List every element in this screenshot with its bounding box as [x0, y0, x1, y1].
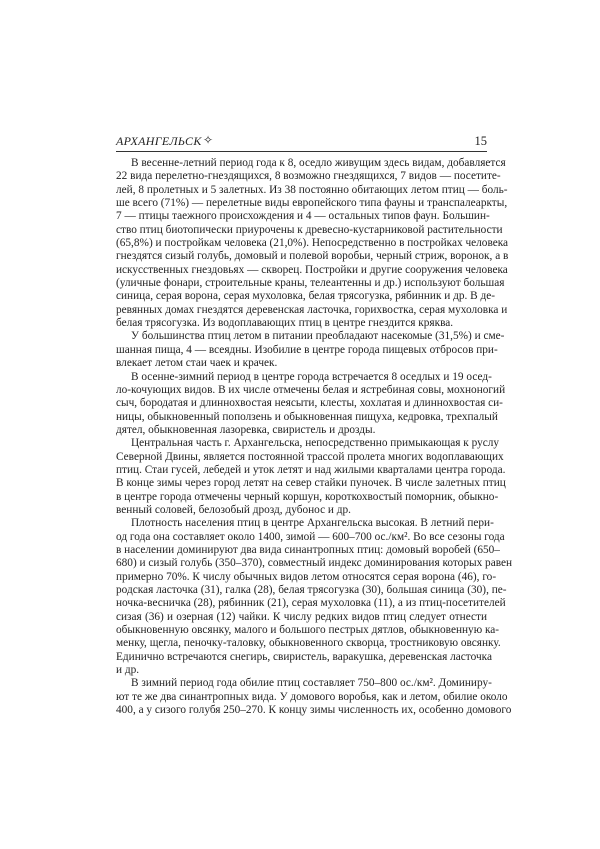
paragraph [116, 437, 506, 517]
paragraph [116, 330, 505, 370]
text-line: влекает летом стаи чаек и крачек. [116, 357, 278, 370]
text-line: птиц. Стаи гусей, лебедей и уток летят и над жилыми кварталами центра города. [116, 463, 506, 476]
text-line: ше всего (71%) — перелетные виды европейского типа фауны и транспалеаркты, [116, 197, 508, 210]
text-line: в центре города отмечены черный коршун, короткохвостый поморник, обыкно- [116, 490, 499, 503]
text-line: шанная пища, 4 — всеядны. Изобилие в центре города пищевых отбросов при- [116, 343, 498, 356]
text-line: (65,8%) и постройкам человека (21,0%). Непосредственно в постройках человека [116, 237, 509, 250]
text-line: ревянных домах гнездятся деревенская ласточка, горихвостка, серая мухоловка и [116, 303, 508, 316]
paragraph [116, 157, 509, 330]
text-line: ницы, обыкновенный поползень и обыкновенная пищуха, кедровка, трехпалый [116, 410, 498, 423]
text-line: примерно 70%. К числу обычных видов летом относятся серая ворона (46), го- [116, 570, 497, 583]
text-line: и др. [116, 664, 140, 677]
text-line: Единично встречаются снегирь, свиристель, варакушка, деревенская ласточка [116, 650, 492, 663]
text-line: (уличные фонари, строительные краны, телеантенны и др.) используют большая [116, 277, 505, 290]
text-line: В конце зимы через город летят на север стайки пуночек. В числе залетных птиц [116, 477, 506, 490]
text-line: лей, 8 пролетных и 5 залетных. Из 38 постоянно обитающих летом птиц — боль- [116, 183, 508, 196]
text-line: ночка-весничка (28), рябинник (21), серая мухоловка (11), а из птиц-посетителей [116, 597, 506, 610]
text-line: искусственных гнездовьях — скворец. Постройки и другие сооружения человека [116, 263, 508, 276]
text-line: В зимний период года обилие птиц составляет 750–800 ос./км². Доминиру- [131, 677, 492, 690]
text-line: 22 вида перелетно-гнездящихся, 8 возможно гнездящихся, 7 видов — посетите- [116, 170, 501, 183]
paragraph [116, 517, 513, 677]
text-line: дятел, обыкновенная лазоревка, свиристель и дрозды. [116, 423, 376, 436]
body-text [116, 157, 513, 717]
text-line: сыч, бородатая и длиннохвостая неясыти, клесты, хохлатая и длиннохвостая си- [116, 397, 503, 410]
text-line: 680) и сизый голубь (350–370), совместный индекс доминирования которых равен [116, 557, 513, 570]
paragraph [116, 677, 512, 717]
text-line: Центральная часть г. Архангельска, непосредственно примыкающая к руслу [131, 437, 500, 450]
text-line: ство птиц биотопически приурочены к древесно-кустарниковой растительности [116, 223, 503, 236]
page-header [116, 134, 487, 152]
text-line: обыкновенную овсянку, малого и большого пестрых дятлов, обыкновенную ка- [116, 624, 500, 637]
diamond-ornament-icon: ✧ [203, 133, 214, 147]
text-line: ют те же два синантропных вида. У домового воробья, как и летом, обилие около [116, 690, 508, 703]
text-line: в населении доминируют два вида синантропных птиц: домовый воробей (650– [116, 543, 500, 556]
text-line: од года она составляет около 1400, зимой — 600–700 ос./км². Во все сезоны года [116, 530, 505, 543]
running-title: АРХАНГЕЛЬСК [116, 134, 202, 148]
page-number: 15 [474, 134, 487, 148]
text-line: венный соловей, белозобый дрозд, дубонос и др. [116, 503, 352, 516]
text-line: ло-кочующих видов. В их числе отмечены белая и ястребиная совы, мохноногий [116, 383, 506, 396]
text-line: синица, серая ворона, серая мухоловка, белая трясогузка, рябинник и др. В де- [116, 290, 496, 303]
text-line: 400, а у сизого голубя 250–270. К концу зимы численность их, особенно домового [116, 704, 512, 717]
text-line: белая трясогузка. Из водоплавающих птиц в центре гнездится кряква. [116, 317, 454, 330]
text-line: В осенне-зимний период в центре города встречается 8 оседлых и 19 осед- [131, 370, 492, 383]
text-line: сизая (36) и озерная (12) чайки. К числу редких видов птиц следует отнести [116, 610, 487, 623]
text-line: гнездятся сизый голубь, домовый и полевой воробьи, черный стриж, воронок, а в [116, 250, 509, 263]
text-line: родская ласточка (31), галка (28), белая трясогузка (30), большая синица (30), пе- [116, 584, 507, 596]
text-line: Плотность населения птиц в центре Архангельска высокая. В летний пери- [131, 517, 494, 530]
text-line: Северной Двины, является постоянной трассой пролета многих водоплавающих [116, 450, 504, 463]
text-line: 7 — птицы таежного происхождения и 4 — остальных типов фаун. Большин- [116, 210, 490, 223]
text-line: У большинства птиц летом в питании преобладают насекомые (31,5%) и сме- [131, 330, 505, 343]
text-line: менку, щегла, пеночку-таловку, обыкновенного скворца, тростниковую овсянку. [116, 637, 501, 650]
paragraph [116, 370, 506, 438]
text-line: В весенне-летний период года к 8, оседло живущим здесь видам, добавляется [131, 157, 506, 169]
